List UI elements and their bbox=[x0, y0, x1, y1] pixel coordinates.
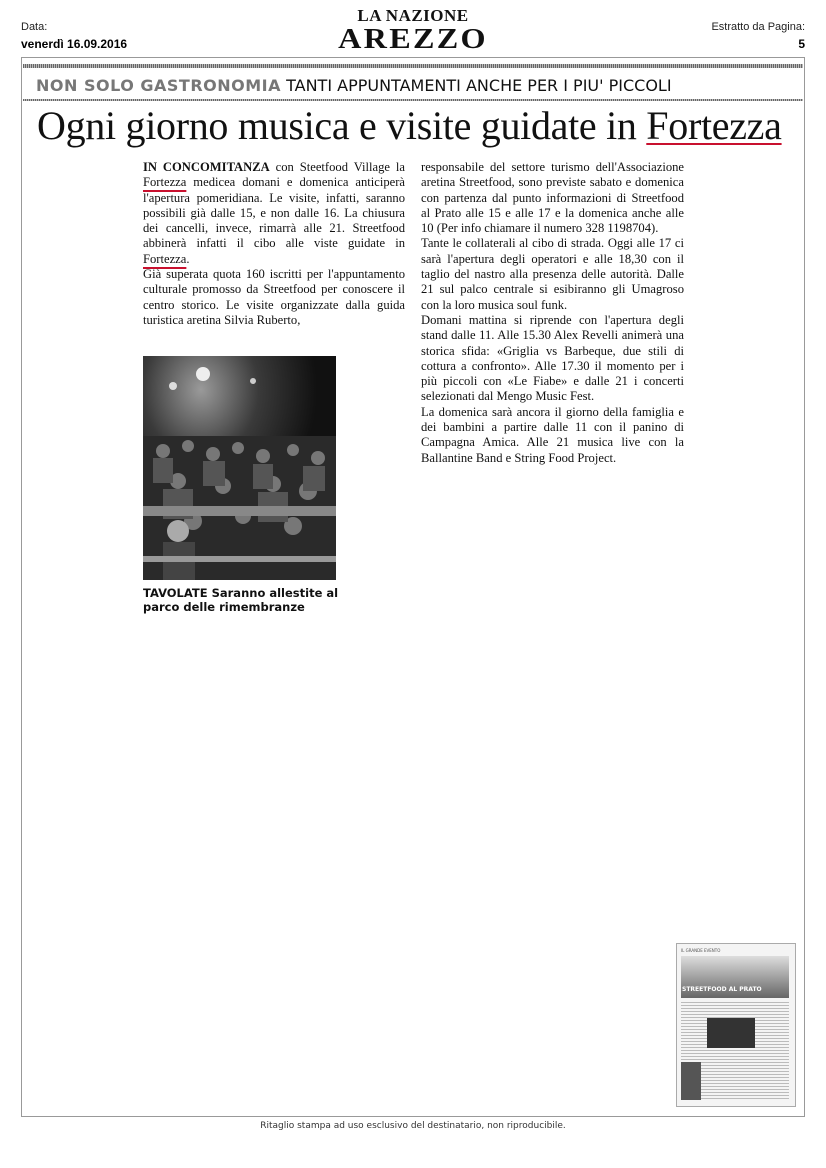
page-thumbnail[interactable] bbox=[676, 943, 796, 1107]
page-label: Estratto da Pagina: bbox=[711, 21, 805, 33]
headline-highlight: Fortezza bbox=[646, 103, 782, 148]
thumb-inline-photo bbox=[707, 1018, 755, 1048]
photo-caption bbox=[143, 586, 343, 614]
masthead bbox=[313, 6, 513, 54]
article-column-2 bbox=[421, 160, 684, 466]
article-column-1 bbox=[143, 160, 405, 328]
kicker-rest: TANTI APPUNTAMENTI ANCHE PER I PIU' PICCOLI bbox=[286, 76, 672, 95]
col1-paragraph-1 bbox=[143, 160, 405, 267]
lead-word: IN CONCOMITANZA bbox=[143, 160, 270, 174]
col2-paragraph-4: La domenica sarà ancora il giorno della famiglia e dei bambini a partire dalle 11 con il panino di Campagna Amica. Alle 21 musica live con la Ballantine Band e String Food Project. bbox=[421, 404, 684, 465]
date-label: Data: bbox=[21, 21, 48, 33]
footer-disclaimer: Ritaglio stampa ad uso esclusivo del destinatario, non riproducibile. bbox=[260, 1121, 566, 1131]
masthead-main: AREZZO bbox=[338, 24, 488, 55]
headline-text: Ogni giorno musica e visite guidate in bbox=[37, 103, 647, 148]
caption-rest: Saranno allestite al parco delle rimembranze bbox=[143, 586, 339, 614]
col2-paragraph-3: Domani mattina si riprende con l'apertura degli stand dalle 11. Alle 15.30 Alex Revelli animerà una storica sfida: «Griglia vs Barbeque, due stili di cottura a confronto». Alle 17.30 il momento per i più piccoli con «Le Fiabe» e dalle 21 i concerti selezionati dal Mengo Music Fest. bbox=[421, 312, 684, 404]
thumb-title: STREETFOOD AL PRATO bbox=[682, 986, 762, 993]
masthead-top: LA NAZIONE bbox=[357, 6, 469, 25]
fortezza-highlight-1: Fortezza bbox=[143, 175, 187, 190]
top-band bbox=[23, 64, 803, 68]
thumb-side-photo bbox=[681, 1062, 701, 1100]
kicker-rule bbox=[23, 99, 803, 101]
col2-paragraph-1: responsabile del settore turismo dell'Associazione aretina Streetfood, sono previste sabato e domenica con partenza dal punto informazioni di Streetfood al Prato alle 15 e alle 17 e la domenica anche alle 10 (Per info chiamare il numero 328 1198704). bbox=[421, 160, 684, 236]
photo-crowd-image bbox=[143, 356, 336, 580]
fortezza-highlight-2: Fortezza bbox=[143, 251, 187, 266]
kicker bbox=[36, 76, 672, 96]
date-value: venerdì 16.09.2016 bbox=[21, 37, 128, 51]
headline bbox=[37, 104, 782, 148]
thumb-section: IL GRANDE EVENTO bbox=[681, 948, 721, 953]
col1-text-a: con Steetfood Village la bbox=[269, 160, 405, 174]
col1-paragraph-2: Già superata quota 160 iscritti per l'appuntamento culturale promosso da Streetfood per conoscere il centro storico. Le visite organizzate dalla guida turistica aretina Silvia Ruberto, bbox=[143, 267, 405, 327]
article-photo bbox=[143, 356, 336, 580]
col1-text-b: medicea domani e domenica anticiperà l'apertura pomeridiana. Le visite, infatti, saranno possibili già dalle 15, e non dalle 16. La chiusura dei cancelli, invece, rimarrà alle 21. Streetfood abbinerà infatti il cibo alle viste guidate in bbox=[143, 175, 405, 251]
caption-bold: TAVOLATE bbox=[143, 586, 208, 600]
page-value: 5 bbox=[798, 37, 805, 51]
kicker-bold: NON SOLO GASTRONOMIA bbox=[36, 76, 281, 95]
col1-text-c: . bbox=[186, 251, 190, 266]
col2-paragraph-2: Tante le collaterali al cibo di strada. Oggi alle 17 ci sarà l'apertura degli operatori e alle 18,30 con il taglio del nastro alla presenza delle autorità. Dalle 21 sul palco centrale si esibiranno gli Umagroso con la loro musica soul funk. bbox=[421, 236, 684, 312]
